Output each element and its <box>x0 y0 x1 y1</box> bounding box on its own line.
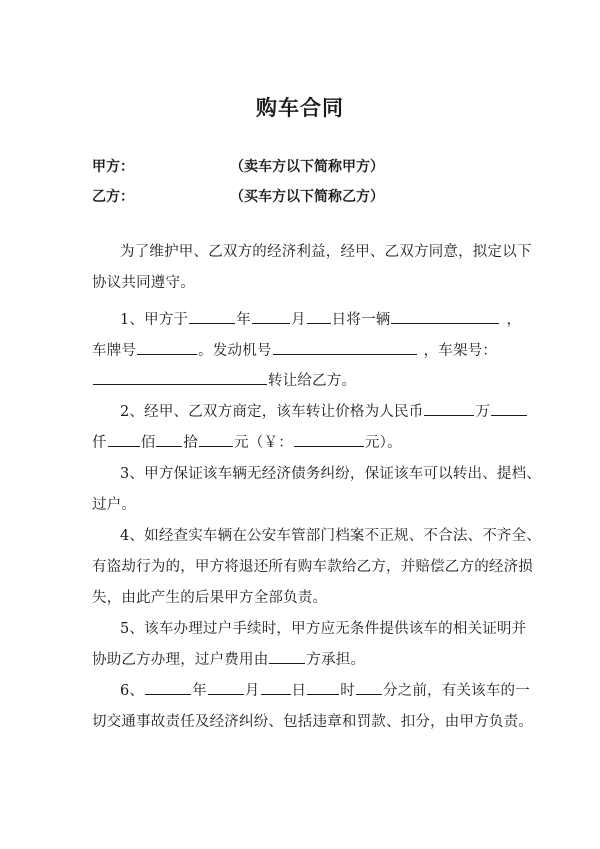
deadline-month-blank[interactable] <box>208 680 244 695</box>
fee-party-label: 方承担。 <box>306 652 366 668</box>
deadline-day-label: 日 <box>291 683 307 699</box>
comma: ， <box>506 312 522 328</box>
engine-label: 。发动机号 <box>198 343 272 359</box>
party-b-label: 乙方： <box>92 189 134 205</box>
month-label: 月 <box>290 312 306 328</box>
year-label: 年 <box>236 312 251 328</box>
clause-1-line-1 <box>120 308 521 329</box>
yuan-blank[interactable] <box>199 432 233 447</box>
deadline-year-label: 年 <box>192 683 207 699</box>
day-blank[interactable] <box>307 309 331 324</box>
clause-6-number: 6、 <box>120 683 145 699</box>
vehicle-label: 日将一辆 <box>331 312 391 328</box>
deadline-hour-blank[interactable] <box>307 680 339 695</box>
transfer-text: 转让给乙方。 <box>268 373 357 389</box>
deadline-minute-blank[interactable] <box>356 680 382 695</box>
yuan-amount-label: 元（￥： <box>234 435 293 451</box>
clause-1-line-3 <box>92 369 356 390</box>
shi-label: 拾 <box>183 435 199 451</box>
clause-5-line-2 <box>92 648 365 669</box>
intro-line-2: 协议共同遵守。 <box>92 275 195 291</box>
deadline-minute-label: 分之前，有关该车的一 <box>382 683 530 699</box>
fee-party-blank[interactable] <box>269 649 305 664</box>
plate-blank[interactable] <box>137 340 197 355</box>
clause-2-line-2 <box>92 431 402 452</box>
party-a-note: （卖车方以下简称甲方） <box>230 159 384 175</box>
frame-label: ，车架号： <box>423 343 498 359</box>
clause-4-line-3: 失，由此产生的后果甲方全部负责。 <box>92 590 328 606</box>
bai-blank[interactable] <box>108 432 140 447</box>
clause-2-line-1 <box>120 400 528 421</box>
amount-blank[interactable] <box>294 432 364 447</box>
yuan-close-label: 元）。 <box>364 435 402 451</box>
clause-2-text: 2、经甲、乙双方商定，该车转让价格为人民币 <box>120 404 424 420</box>
intro-line-1: 为了维护甲、乙双方的经济利益，经甲、乙双方同意，拟定以下 <box>120 244 532 260</box>
page-title: 购车合同 <box>256 95 344 120</box>
party-a-label: 甲方： <box>92 159 134 175</box>
deadline-year-blank[interactable] <box>145 680 191 695</box>
wan-label: 万 <box>475 404 491 420</box>
deadline-month-label: 月 <box>244 683 260 699</box>
frame-blank[interactable] <box>93 370 267 385</box>
clause-1-line-2 <box>92 339 497 360</box>
clause-3-line-1: 3、甲方保证该车辆无经济债务纠纷，保证该车可以转出、提档、 <box>120 466 542 482</box>
clause-5-text: 协助乙方办理，过户费用由 <box>92 652 269 668</box>
deadline-hour-label: 时 <box>340 683 355 699</box>
qian-label: 仟 <box>92 435 107 451</box>
party-b-note: （买车方以下简称乙方） <box>230 189 384 205</box>
party-b-row <box>92 186 384 206</box>
month-blank[interactable] <box>252 309 290 324</box>
clause-6-line-1 <box>120 679 530 700</box>
clause-4-line-1: 4、如经查实车辆在公安车管部门档案不正规、不合法、不齐全、 <box>120 528 542 544</box>
wan-blank[interactable] <box>424 401 474 416</box>
clause-3-line-2: 过户。 <box>92 497 137 513</box>
year-blank[interactable] <box>189 309 235 324</box>
clause-1-text: 1、甲方于 <box>120 312 189 328</box>
deadline-day-blank[interactable] <box>261 680 291 695</box>
engine-blank[interactable] <box>273 340 417 355</box>
qian-blank[interactable] <box>491 401 527 416</box>
clause-4-line-2: 有盗劫行为的，甲方将退还所有购车款给乙方，并赔偿乙方的经济损 <box>92 559 533 575</box>
shi-blank[interactable] <box>156 432 182 447</box>
vehicle-blank[interactable] <box>391 309 499 324</box>
bai-label: 佰 <box>140 435 156 451</box>
clause-5-line-1: 5、该车办理过户手续时，甲方应无条件提供该车的相关证明并 <box>120 621 527 637</box>
clause-6-line-2: 切交通事故责任及经济纠纷、包括违章和罚款、扣分，由甲方负责。 <box>92 714 533 730</box>
party-a-row <box>92 156 384 176</box>
plate-label: 车牌号 <box>92 343 137 359</box>
